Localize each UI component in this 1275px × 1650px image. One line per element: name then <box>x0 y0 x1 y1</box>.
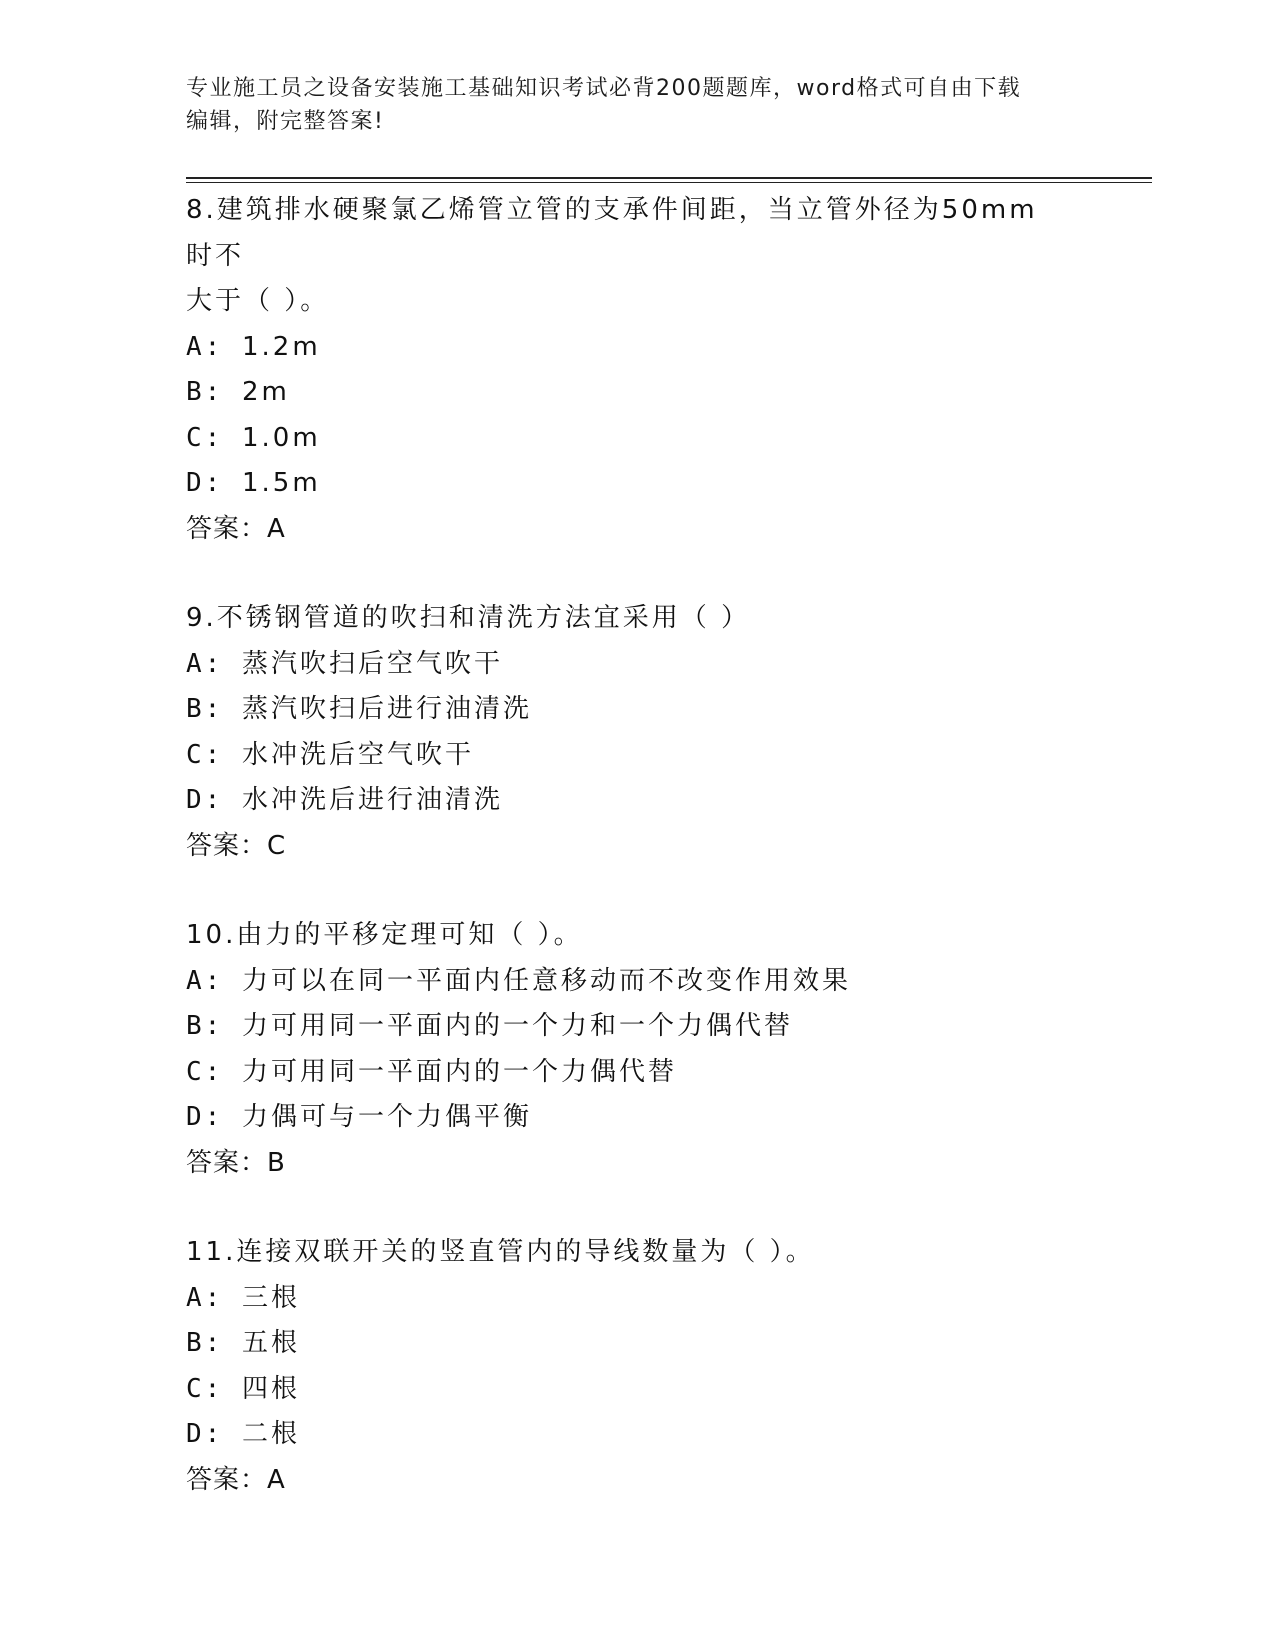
option-a <box>186 642 1086 688</box>
option-a <box>186 959 1086 1005</box>
option-c <box>186 416 1086 462</box>
option-text: 水冲洗后空气吹干 <box>241 739 474 770</box>
option-text: 力可以在同一平面内任意移动而不改变作用效果 <box>241 965 851 996</box>
option-key: A: <box>186 965 242 996</box>
option-b <box>186 1321 1086 1367</box>
option-key: B: <box>186 694 242 724</box>
option-key: A: <box>186 648 242 679</box>
option-key: C: <box>186 739 242 770</box>
option-text: 2m <box>241 377 290 407</box>
answer: 答案：B <box>186 1147 286 1178</box>
question-10 <box>186 913 1086 1186</box>
header-line-2: 编辑，附完整答案! <box>186 109 385 134</box>
option-key: A: <box>186 1282 242 1313</box>
answer: 答案：A <box>186 513 286 544</box>
option-d <box>186 1412 1086 1458</box>
option-key: C: <box>186 422 242 453</box>
document-header <box>186 72 1066 138</box>
option-key: B: <box>186 1328 242 1358</box>
option-key: D: <box>186 1419 242 1449</box>
option-a <box>186 1276 1086 1322</box>
option-key: D: <box>186 785 242 815</box>
question-stem: 10.由力的平移定理可知（ ）。 <box>186 920 583 950</box>
option-text: 水冲洗后进行油清洗 <box>241 785 503 815</box>
question-stem: 9.不锈钢管道的吹扫和清洗方法宜采用（ ） <box>186 603 751 633</box>
option-text: 五根 <box>241 1328 300 1358</box>
question-spacer <box>186 1186 1086 1230</box>
option-text: 1.0m <box>241 422 321 453</box>
option-text: 1.2m <box>241 331 321 362</box>
option-key: A: <box>186 331 242 362</box>
option-b <box>186 370 1086 416</box>
question-stem-continued: 大于（ ）。 <box>186 286 330 316</box>
option-text: 力可用同一平面内的一个力偶代替 <box>241 1056 677 1087</box>
option-c <box>186 1050 1086 1096</box>
header-divider-thin <box>186 182 1152 183</box>
option-key: C: <box>186 1373 242 1404</box>
header-divider-thick <box>186 177 1152 179</box>
question-stem: 11.连接双联开关的竖直管内的导线数量为（ ）。 <box>186 1237 815 1267</box>
option-key: D: <box>186 1102 242 1132</box>
answer: 答案：A <box>186 1464 286 1495</box>
option-b <box>186 687 1086 733</box>
option-text: 力偶可与一个力偶平衡 <box>241 1102 532 1132</box>
option-key: D: <box>186 468 242 498</box>
option-d <box>186 1095 1086 1141</box>
option-text: 三根 <box>241 1282 300 1313</box>
question-11 <box>186 1230 1086 1503</box>
option-d <box>186 778 1086 824</box>
option-text: 1.5m <box>241 468 321 498</box>
option-c <box>186 733 1086 779</box>
question-spacer <box>186 552 1086 596</box>
option-text: 四根 <box>241 1373 300 1404</box>
option-text: 二根 <box>241 1419 300 1449</box>
option-c <box>186 1367 1086 1413</box>
header-line-1: 专业施工员之设备安装施工基础知识考试必背200题题库，word格式可自由下载 <box>186 76 1022 101</box>
option-text: 蒸汽吹扫后进行油清洗 <box>241 694 532 724</box>
question-stem: 8.建筑排水硬聚氯乙烯管立管的支承件间距，当立管外径为50mm时不 <box>186 195 1038 271</box>
question-9 <box>186 596 1086 869</box>
option-text: 力可用同一平面内的一个力和一个力偶代替 <box>241 1011 793 1041</box>
option-key: B: <box>186 377 242 407</box>
option-text: 蒸汽吹扫后空气吹干 <box>241 648 503 679</box>
option-key: B: <box>186 1011 242 1041</box>
question-spacer <box>186 869 1086 913</box>
option-d <box>186 461 1086 507</box>
question-list <box>186 188 1086 1503</box>
answer: 答案：C <box>186 830 287 861</box>
option-a <box>186 325 1086 371</box>
option-key: C: <box>186 1056 242 1087</box>
option-b <box>186 1004 1086 1050</box>
question-8 <box>186 188 1086 552</box>
